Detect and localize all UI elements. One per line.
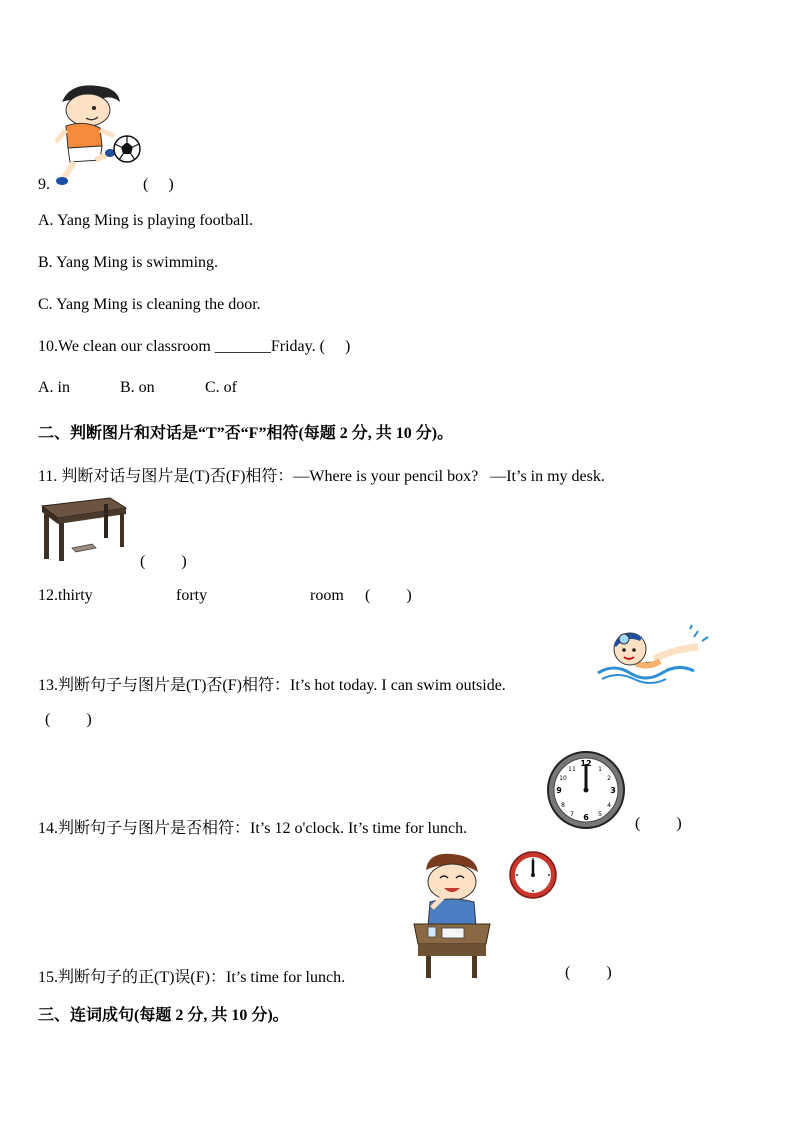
svg-text:1: 1	[598, 766, 602, 773]
q14-answer-bracket[interactable]: ( )	[635, 815, 682, 832]
svg-text:10: 10	[559, 775, 567, 782]
svg-text:2: 2	[607, 775, 611, 782]
q9-option-b: B. Yang Ming is swimming.	[38, 254, 219, 271]
q9-answer-bracket[interactable]: ( )	[143, 176, 174, 193]
q15-stem: 15.判断句子的正(T)误(F)：It’s time for lunch.	[38, 969, 346, 986]
q12-word-1: 12.thirty	[38, 587, 93, 604]
svg-text:12: 12	[580, 759, 592, 768]
svg-text:7: 7	[570, 811, 574, 818]
section-3-title: 三、连词成句(每题 2 分, 共 10 分)。	[38, 1007, 289, 1024]
q13-answer-bracket[interactable]: ( )	[45, 711, 92, 728]
red-wall-clock-icon	[508, 850, 558, 900]
q11-answer-bracket[interactable]: ( )	[140, 553, 187, 570]
svg-text:8: 8	[561, 802, 565, 809]
q14-stem: 14.判断句子与图片是否相符：It’s 12 o'clock. It’s time for lunch.	[38, 820, 468, 837]
boy-eating-lunch-illustration	[412, 852, 492, 980]
q9-number: 9.	[38, 176, 50, 193]
q9-option-c: C. Yang Ming is cleaning the door.	[38, 296, 261, 313]
boy-playing-football-illustration	[50, 80, 145, 190]
section-2-title: 二、判断图片和对话是“T”否“F”相符(每题 2 分, 共 10 分)。	[38, 425, 454, 442]
svg-text:11: 11	[568, 766, 576, 773]
clock-12-oclock-icon	[546, 750, 626, 830]
q9-option-a: A. Yang Ming is playing football.	[38, 212, 254, 229]
q12-word-3: room	[310, 587, 344, 604]
q13-stem: 13.判断句子与图片是(T)否(F)相符：It’s hot today. I can swim outside.	[38, 677, 506, 694]
q11-stem: 11. 判断对话与图片是(T)否(F)相符：—Where is your pencil box? —It’s in my desk.	[38, 468, 605, 485]
svg-text:3: 3	[610, 786, 616, 795]
q10-stem: 10.We clean our classroom _______Friday. ( )	[38, 338, 351, 355]
desk-with-pencil-box-illustration	[40, 494, 130, 564]
q15-answer-bracket[interactable]: ( )	[565, 964, 612, 981]
q10-option-c: C. of	[205, 379, 237, 396]
svg-text:6: 6	[583, 813, 589, 822]
q10-option-b: B. on	[120, 379, 155, 396]
q12-answer-bracket[interactable]: ( )	[365, 587, 412, 604]
q10-option-a: A. in	[38, 379, 70, 396]
svg-text:4: 4	[607, 802, 611, 809]
svg-text:5: 5	[598, 811, 602, 818]
q12-word-2: forty	[176, 587, 208, 604]
svg-text:9: 9	[556, 786, 562, 795]
boy-swimming-illustration	[594, 623, 714, 685]
